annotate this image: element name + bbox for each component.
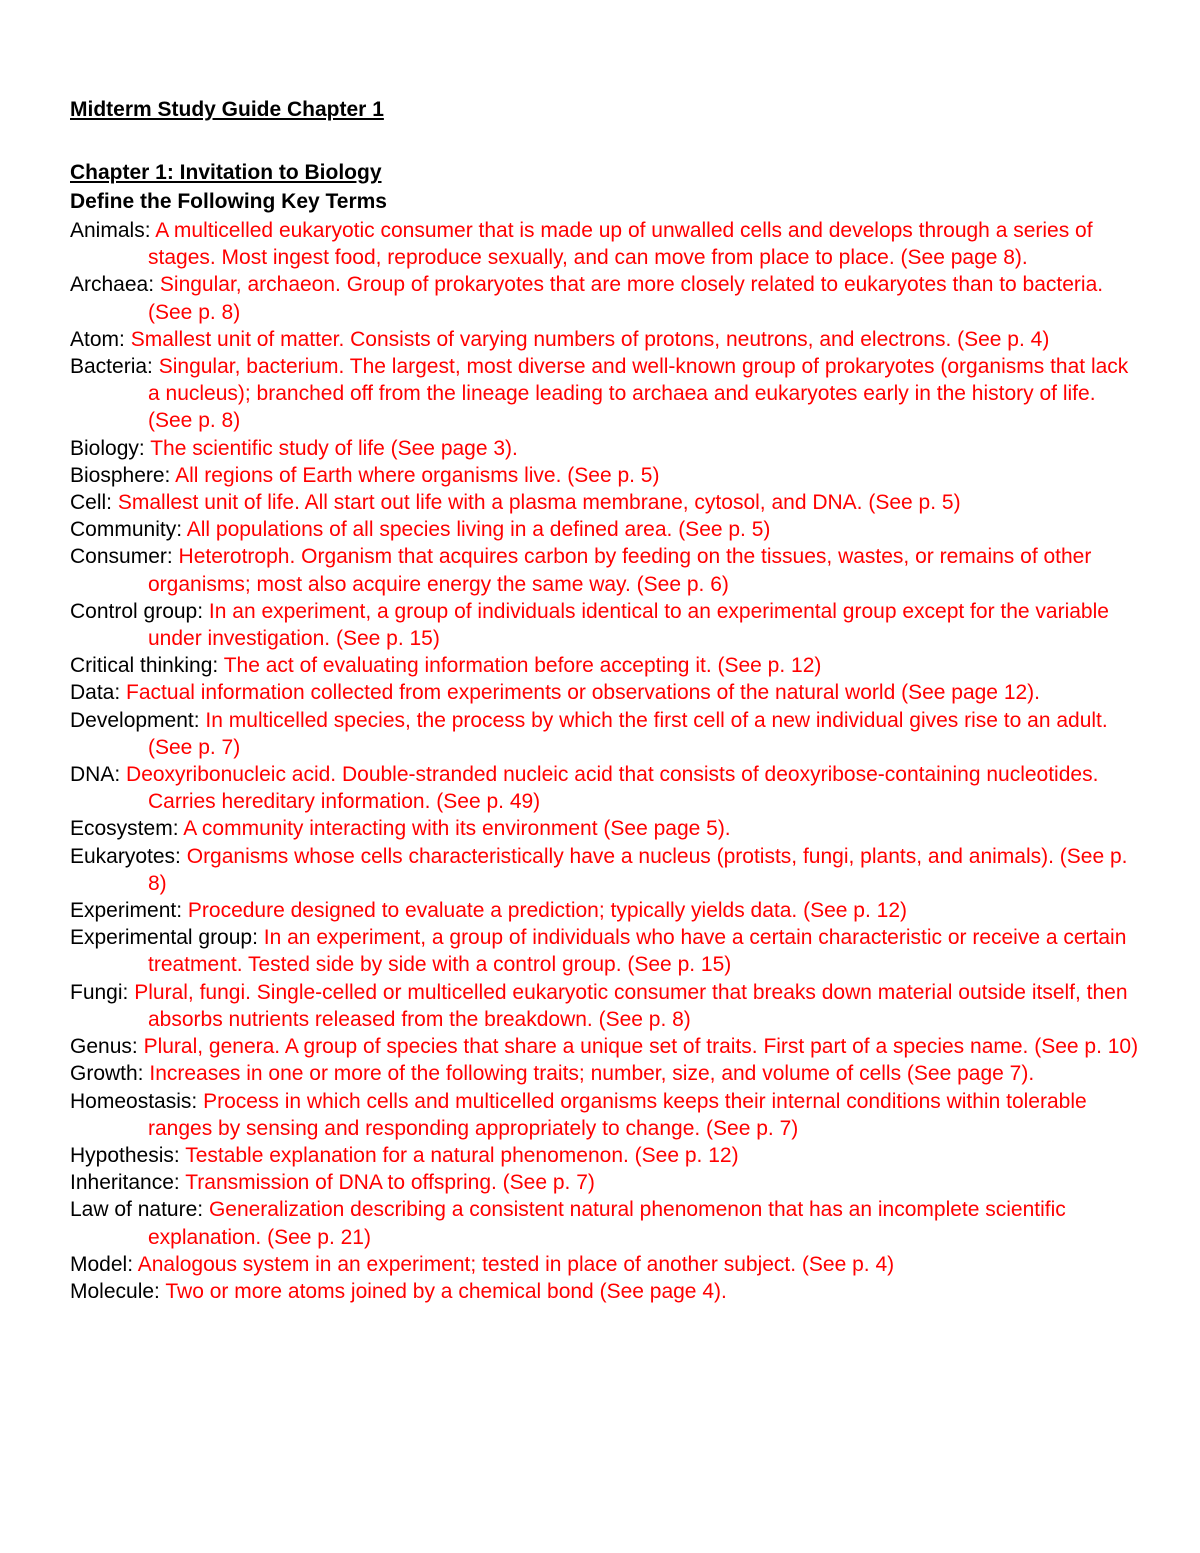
term-entry (70, 815, 1140, 842)
term-name: Model: (70, 1252, 134, 1276)
term-definition: Transmission of DNA to offspring. (See p. 7) (185, 1171, 595, 1195)
term-name: Inheritance: (70, 1171, 180, 1195)
term-entry (70, 462, 1140, 489)
key-terms-list (70, 217, 1140, 1305)
term-entry (70, 843, 1140, 897)
term-definition: The scientific study of life (See page 3). (150, 436, 518, 460)
term-definition: Factual information collected from experiments or observations of the natural world (See page 12). (126, 681, 1041, 705)
term-name: Community: (70, 518, 183, 542)
term-name: Law of nature: (70, 1198, 204, 1222)
term-name: Development: (70, 708, 200, 732)
term-entry (70, 707, 1140, 761)
term-entry (70, 979, 1140, 1033)
term-entry (70, 1278, 1140, 1305)
term-name: DNA: (70, 763, 121, 787)
term-definition: In an experiment, a group of individuals who have a certain characteristic or receive a certain treatment. Tested side by side with a control group. (See p. 15) (148, 926, 1127, 977)
term-definition: Procedure designed to evaluate a prediction; typically yields data. (See p. 12) (187, 899, 907, 923)
term-definition: Singular, bacterium. The largest, most diverse and well-known group of prokaryotes (organisms that lack a nucleus); branched off from the lineage leading to archaea and eukaryotes early in the history of life. (See p. 8) (148, 355, 1129, 433)
chapter-heading: Chapter 1: Invitation to Biology (70, 161, 382, 184)
term-entry (70, 897, 1140, 924)
term-entry (70, 1142, 1140, 1169)
term-name: Homeostasis: (70, 1089, 198, 1113)
term-name: Consumer: (70, 545, 173, 569)
term-name: Animals: (70, 219, 151, 242)
term-entry (70, 516, 1140, 543)
term-definition: A multicelled eukaryotic consumer that is made up of unwalled cells and develops through a series of stages. Most ingest food, reproduce sexually, and can move from place to place. (See page 8). (148, 219, 1093, 270)
term-entry (70, 924, 1140, 978)
term-entry (70, 598, 1140, 652)
term-name: Hypothesis: (70, 1143, 180, 1167)
term-definition: Heterotroph. Organism that acquires carbon by feeding on the tissues, wastes, or remains of other organisms; most also acquire energy the same way. (See p. 6) (148, 545, 1092, 596)
term-definition: Smallest unit of matter. Consists of varying numbers of protons, neutrons, and electrons. (See p. 4) (130, 327, 1050, 351)
term-name: Experiment: (70, 899, 183, 923)
term-entry (70, 489, 1140, 516)
term-definition: Testable explanation for a natural phenomenon. (See p. 12) (185, 1143, 739, 1167)
term-definition: A community interacting with its environment (See page 5). (183, 817, 731, 841)
term-name: Biology: (70, 436, 145, 460)
term-entry (70, 1088, 1140, 1142)
term-entry (70, 1033, 1140, 1060)
term-name: Molecule: (70, 1279, 160, 1303)
term-entry (70, 679, 1140, 706)
term-entry (70, 353, 1140, 435)
term-entry (70, 271, 1140, 325)
term-name: Genus: (70, 1035, 138, 1059)
term-entry (70, 1169, 1140, 1196)
term-definition: All regions of Earth where organisms live. (See p. 5) (175, 463, 660, 487)
term-definition: Singular, archaeon. Group of prokaryotes that are more closely related to eukaryotes than to bacteria. (See p. 8) (148, 273, 1104, 324)
term-definition: Increases in one or more of the following traits; number, size, and volume of cells (See page 7). (149, 1062, 1035, 1086)
document-title: Midterm Study Guide Chapter 1 (70, 98, 384, 121)
term-definition: The act of evaluating information before accepting it. (See p. 12) (223, 654, 822, 678)
term-definition: In multicelled species, the process by which the first cell of a new individual gives rise to an adult. (See p. 7) (148, 708, 1108, 759)
term-definition: Analogous system in an experiment; tested in place of another subject. (See p. 4) (137, 1252, 895, 1276)
term-name: Ecosystem: (70, 817, 179, 841)
term-entry (70, 543, 1140, 597)
term-name: Critical thinking: (70, 654, 219, 678)
term-definition: Two or more atoms joined by a chemical bond (See page 4). (165, 1279, 727, 1303)
term-name: Experimental group: (70, 926, 258, 950)
term-name: Growth: (70, 1062, 144, 1086)
section-heading: Define the Following Key Terms (70, 190, 387, 213)
term-definition: Organisms whose cells characteristically have a nucleus (protists, fungi, plants, and animals). (See p. 8) (148, 844, 1128, 895)
term-definition: Smallest unit of life. All start out life with a plasma membrane, cytosol, and DNA. (See p. 5) (117, 491, 961, 515)
term-definition: Generalization describing a consistent natural phenomenon that has an incomplete scientific explanation. (See p. 21) (148, 1198, 1066, 1249)
term-name: Bacteria: (70, 355, 153, 379)
term-entry (70, 1060, 1140, 1087)
term-definition: Plural, genera. A group of species that share a unique set of traits. First part of a species name. (See p. 10) (143, 1035, 1139, 1059)
term-entry (70, 1196, 1140, 1250)
term-name: Biosphere: (70, 463, 171, 487)
term-name: Data: (70, 681, 121, 705)
document-page (70, 96, 1140, 1305)
term-name: Atom: (70, 327, 125, 351)
term-name: Archaea: (70, 273, 155, 297)
term-definition: All populations of all species living in a defined area. (See p. 5) (186, 518, 771, 542)
term-entry (70, 435, 1140, 462)
term-name: Control group: (70, 599, 204, 623)
term-name: Eukaryotes: (70, 844, 181, 868)
term-entry (70, 326, 1140, 353)
term-entry (70, 652, 1140, 679)
term-entry (70, 761, 1140, 815)
term-entry (70, 1251, 1140, 1278)
term-definition: Process in which cells and multicelled organisms keeps their internal conditions within tolerable ranges by sensing and responding appropriately to change. (See p. 7) (148, 1089, 1087, 1140)
term-definition: Deoxyribonucleic acid. Double-stranded nucleic acid that consists of deoxyribose-containing nucleotides. Carries hereditary information. (See p. 49) (126, 763, 1099, 814)
term-definition: In an experiment, a group of individuals identical to an experimental group except for the variable under investigation. (See p. 15) (148, 599, 1109, 651)
term-entry (70, 217, 1140, 271)
term-name: Cell: (70, 491, 113, 515)
term-definition: Plural, fungi. Single-celled or multicelled eukaryotic consumer that breaks down material outside itself, then absorbs nutrients released from the breakdown. (See p. 8) (134, 980, 1128, 1031)
term-name: Fungi: (70, 980, 129, 1004)
